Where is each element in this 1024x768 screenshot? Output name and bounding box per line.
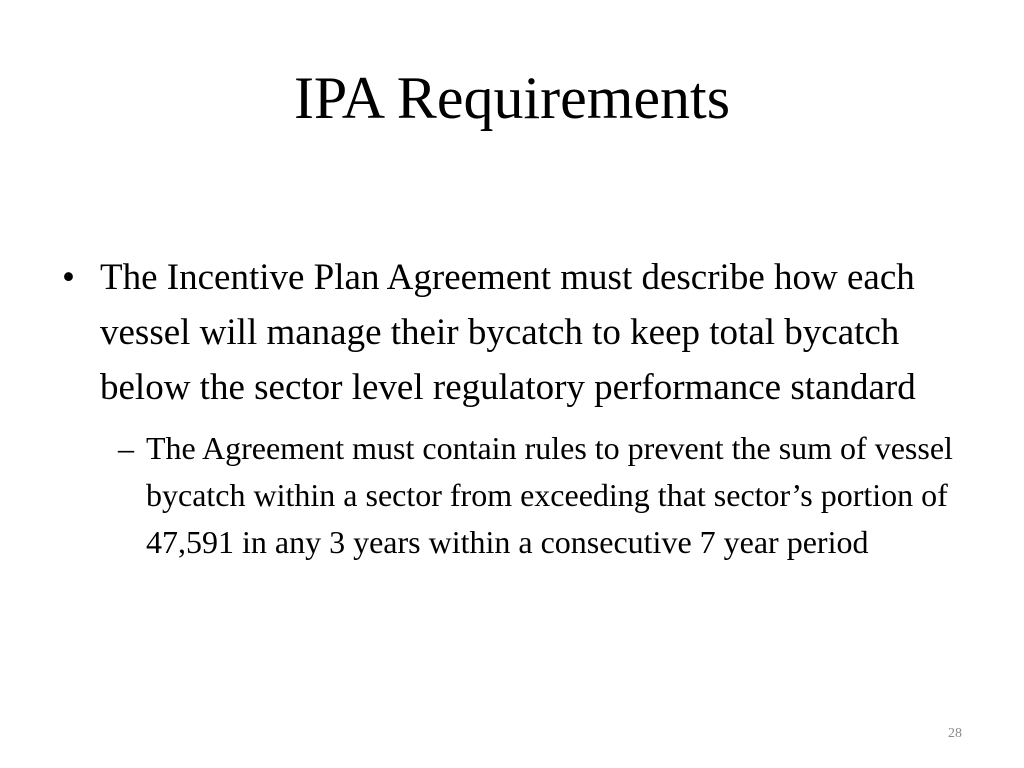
bullet-text: The Incentive Plan Agreement must describe how each vessel will manage their bycatch to keep total bycatch below the sector level regulatory performance standard: [100, 257, 916, 408]
sub-bullet-list: [100, 425, 962, 566]
sub-bullet-item: [100, 425, 962, 566]
bullet-marker-icon: •: [62, 257, 75, 298]
sub-bullet-text: The Agreement must contain rules to prevent the sum of vessel bycatch within a sector from exceeding that sector’s portion of 47,591 in any 3 years within a consecutive 7 year period: [146, 430, 953, 560]
slide-title: IPA Requirements: [293, 65, 731, 131]
bullet-item: [62, 250, 962, 566]
bullet-list: [62, 250, 962, 566]
dash-marker-icon: –: [118, 430, 134, 466]
slide-number: 28: [948, 726, 962, 741]
